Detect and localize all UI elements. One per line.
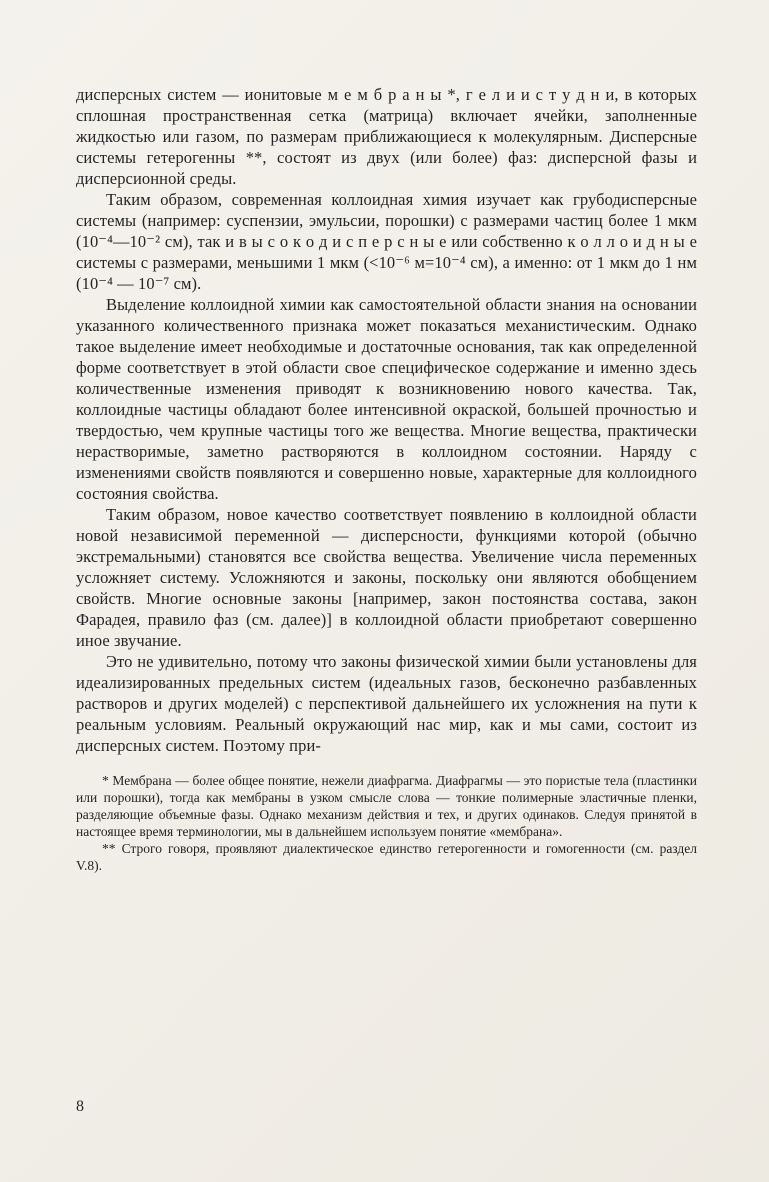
page-number: 8 (76, 1098, 84, 1115)
paragraph-2: Таким образом, современная коллоидная химия изучает как грубодисперсные системы (например: суспензии, эмульсии, порошки) с размерами частиц более 1 мкм (10⁻⁴—10⁻² см), так и в ы с о к о д и с п е р с н ы е или собственно к о л л о и д н ы е системы с размерами, меньшими 1 мкм (<10⁻⁶ м=10⁻⁴ см), а именно: от 1 мкм до 1 нм (10⁻⁴ — 10⁻⁷ см). (76, 190, 697, 293)
paragraph-3: Выделение коллоидной химии как самостоятельной области знания на основании указанного количественного признака может показаться механистическим. Однако такое выделение имеет необходимые и достаточные основания, так как определенной форме соответствует в этой области свое специфическое содержание и именно здесь количественные изменения приводят к возникновению нового качества. Так, коллоидные частицы обладают более интенсивной окраской, большей прочностью и твердостью, чем крупные частицы того же вещества. Многие вещества, практически нерастворимые, заметно растворяются в коллоидном состоянии. Наряду с изменениями свойств появляются и совершенно новые, характерные для коллоидного состояния свойства. (76, 295, 697, 503)
footnote-2: ** Строго говоря, проявляют диалектическое единство гетерогенности и гомогенности (см. раздел V.8). (76, 841, 697, 873)
footnote-1: * Мембрана — более общее понятие, нежели диафрагма. Диафрагмы — это пористые тела (пластинки или порошки), тогда как мембраны в узком смысле слова — тонкие полимерные эластичные пленки, разделяющие объемные фазы. Однако механизм действия и тех, и других одинаков. Следуя принятой в настоящее время терминологии, мы в дальнейшем используем понятие «мембрана». (76, 773, 697, 839)
paragraph-5: Это не удивительно, потому что законы физической химии были установлены для идеализированных предельных систем (идеальных газов, бесконечно разбавленных растворов и других моделей) с перспективой дальнейшего их усложнения на пути к реальным условиям. Реальный окружающий нас мир, как и мы сами, состоит из дисперсных систем. Поэтому при- (76, 652, 697, 755)
paragraph-1: дисперсных систем — ионитовые м е м б р а н ы *, г е л и и с т у д н и, в которых сплошная пространственная сетка (матрица) включает ячейки, заполненные жидкостью или газом, по размерам приближающиеся к молекулярным. Дисперсные системы гетерогенны **, состоят из двух (или более) фаз: дисперсной фазы и дисперсионной среды. (76, 85, 697, 188)
paragraph-4: Таким образом, новое качество соответствует появлению в коллоидной области новой независимой переменной — дисперсности, функциями которой (обычно экстремальными) становятся все свойства вещества. Увеличение числа переменных усложняет систему. Усложняются и законы, поскольку они являются обобщением свойств. Многие основные законы [например, закон постоянства состава, закон Фарадея, правило фаз (см. далее)] в коллоидной области приобретают совершенно иное звучание. (76, 505, 697, 650)
main-text-block (76, 84, 697, 756)
footnotes-block (76, 772, 697, 874)
